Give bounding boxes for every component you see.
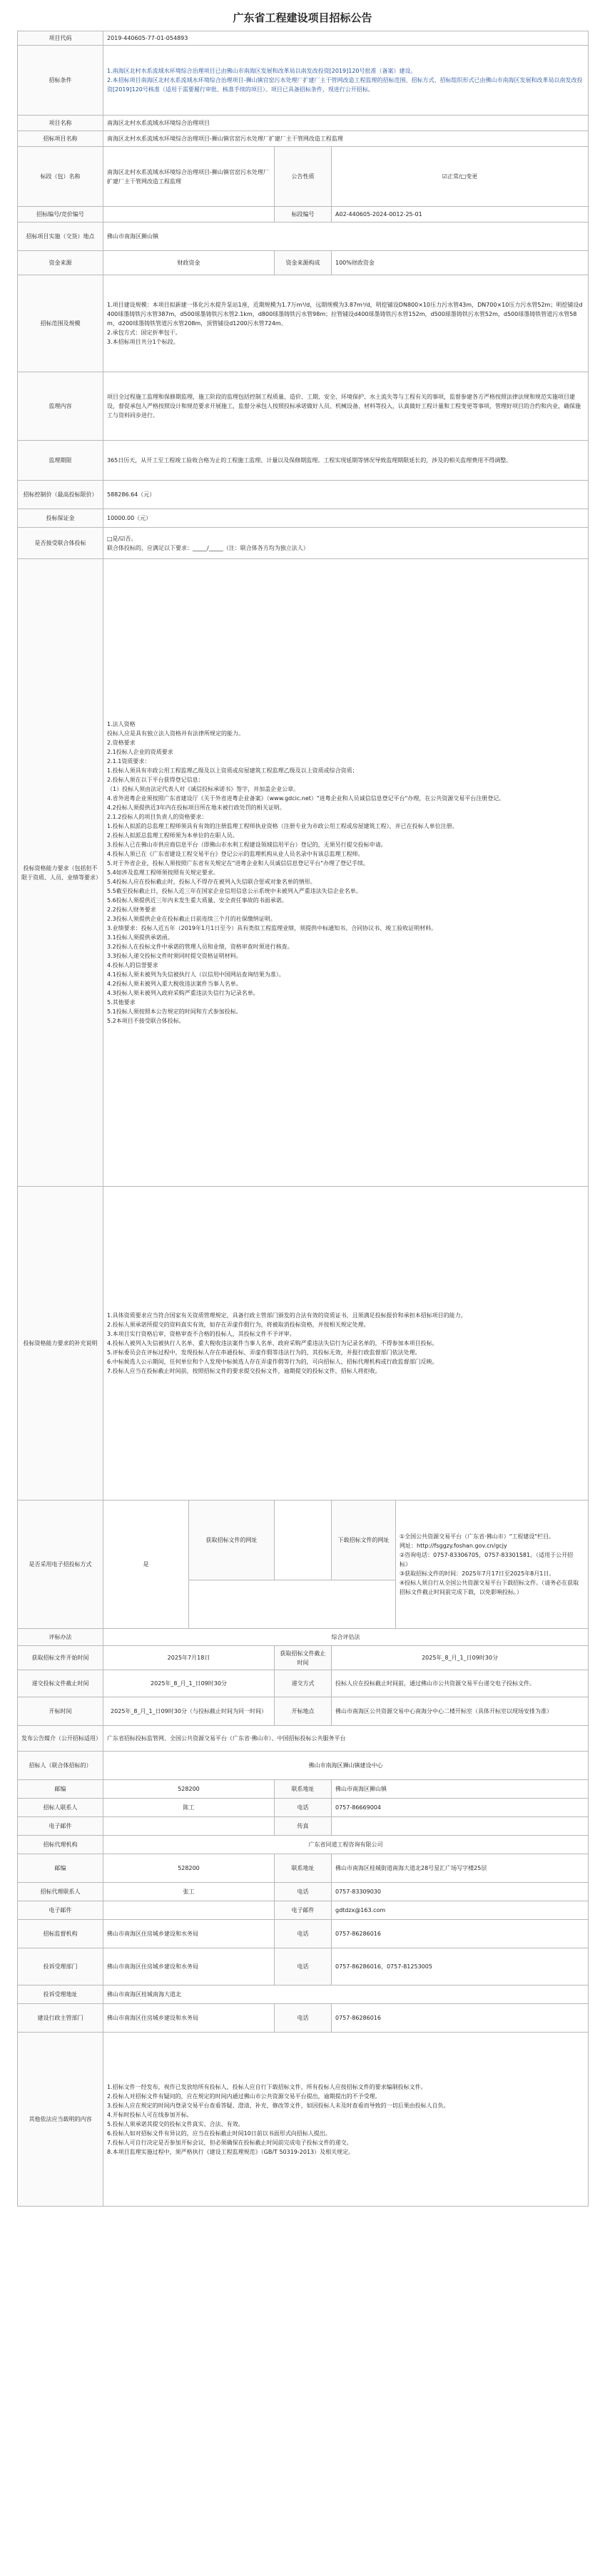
agent-address: 佛山市南海区桂城街道南海大道北28号星汇广场写字楼25层 xyxy=(332,1854,589,1883)
fax-label: 传真 xyxy=(275,1817,332,1836)
qual-label: 投标资格能力要求（包括但不限于资质、人员、业绩等要求） xyxy=(18,559,103,1187)
table-row xyxy=(18,1985,589,2004)
table-row xyxy=(18,2004,589,2033)
table-row xyxy=(18,1752,589,1780)
contact: 陈工 xyxy=(103,1799,275,1817)
tender-name: 南海区北村水系流域水环境综合治理项目-狮山镇官窑污水处理厂扩建厂主干管网改造工程监理 xyxy=(103,131,589,147)
table-row xyxy=(18,251,589,275)
table-row xyxy=(18,116,589,131)
table-row xyxy=(18,1187,589,1501)
law-phone-label: 电话 xyxy=(275,2004,332,2033)
postcode: 528200 xyxy=(103,1780,275,1799)
consortium-label: 是否接受联合体投标 xyxy=(18,528,103,559)
bid-place-label: 递交方式 xyxy=(275,1670,332,1697)
tender-no xyxy=(103,207,275,223)
content-label: 监理内容 xyxy=(18,372,103,441)
project-code: 2019-440605-77-01-054893 xyxy=(103,31,589,46)
agent-postcode: 528200 xyxy=(103,1854,275,1883)
table-row xyxy=(18,559,589,1187)
download[interactable]: ①全国公共资源交易平台（广东省·佛山市）"工程建设"栏目。 网址：http://fsggzy.foshan.gov.cn/gcjy ②咨询电话：0757-83306705，0757-83301581。（适用于公开招标） ③获取招标文件的时间：2025年7月17日至2025年8月1日。 ④投标人须自行从全国公共资源交易平台下载招标文件。（请务必在获取招标文件截止时间前完成下载，以免影响投标。） xyxy=(396,1501,589,1629)
open-time-label: 开标时间 xyxy=(18,1697,103,1726)
ebid-spacer xyxy=(189,1580,396,1629)
open-time: 2025年_8_月_1_日09时30分（与投标截止时间为同一时间） xyxy=(103,1697,275,1726)
doc-get-label: 获取招标文件的网址 xyxy=(189,1501,275,1580)
agent-label: 招标代理机构 xyxy=(18,1836,103,1854)
table-row xyxy=(18,275,589,372)
funding-ratio-label: 资金来源构成 xyxy=(275,251,332,275)
open-place: 佛山市南海区公共资源交易中心南海分中心二楼开标室（具体开标室以现场安排为准） xyxy=(332,1697,589,1726)
content: 项目全过程施工监理和保修期监理，施工阶段的监理包括控制工程质量、造价、工期、安全、环境保护、水土流失等与工程有关的事项，监督参建各方严格按照法律法规和规范实施项目建设，督促承包人严格按照设计和规范要求开展施工，监督分承包人按照投标承诺做好人员、机械设备、材料等投入，认真做好工程计量和工程变更等事项，管理好项目的合约和内业，确保施工与资料同步进行。 xyxy=(103,372,589,441)
supervise-phone-label: 电话 xyxy=(275,1920,332,1948)
complaint-addr-label: 投诉受理地址 xyxy=(18,1985,103,2004)
location-label: 招标项目实施（交货）地点 xyxy=(18,223,103,251)
table-row xyxy=(18,1920,589,1948)
bid-bond: 10000.00（元） xyxy=(103,509,589,528)
notes: 1.招标文件一经发布，视作已发放给所有投标人，投标人应自行下载招标文件，所有投标人应按招标文件的要求编制投标文件。 2.投标人对招标文件有疑问的，应在规定的时间内通过佛山市公共资源交易平台提出，逾期提出的不予受理。 3.投标人应在规定的时间内登录交易平台查看答疑、澄清、补充、修改等文件，如因投标人未及时查看而导致的一切后果由投标人自负。 4.开标时投标人可在线参加开标。 5.投标人须承诺其提交的投标文件真实、合法、有效。 6.投标人如对招标文件有异议的，应当在投标截止时间10日前以书面形式向招标人提出。 7.投标人可自行决定是否参加开标会议，但必须确保在投标截止时间前完成电子投标文件的递交。 8.本项目监理实施过程中，须严格执行《建设工程监理规范》（GB/T 50319-2013）及相关规定。 xyxy=(103,2033,589,2207)
table-row xyxy=(18,131,589,147)
period: 365日历天，从开工至工程竣工验收合格为止的工程施工监理、计量以及保修期监理。工程实现延期等情况导致监理期限延长的，涉及的相关监理费用不得调整。 xyxy=(103,441,589,481)
supervise-phone: 0757-86286016 xyxy=(332,1920,589,1948)
notice-nature: ☑正常/□变更 xyxy=(332,147,589,207)
doc-start-label: 获取招标文件开始时间 xyxy=(18,1646,103,1670)
table-row xyxy=(18,1780,589,1799)
law-label: 建设行政主管部门 xyxy=(18,2004,103,2033)
table-row xyxy=(18,2033,589,2207)
other-label: 投标资格能力要求的补充说明 xyxy=(18,1187,103,1501)
address: 佛山市南海区狮山镇 xyxy=(332,1780,589,1799)
tenderee: 佛山市南海区狮山镇建设中心 xyxy=(103,1752,589,1780)
agent-phone-label: 电话 xyxy=(275,1883,332,1901)
complaint: 佛山市南海区住房城乡建设和水务局 xyxy=(103,1948,275,1985)
doc-start: 2025年7月18日 xyxy=(103,1646,275,1670)
consortium: □是/☑否。 联合体投标的，应满足以下要求：_____/_____（注：联合体各方均为独立法人） xyxy=(103,528,589,559)
notice-table xyxy=(17,31,589,2207)
max-price-label: 招标控制价（最高投标限价） xyxy=(18,481,103,509)
notes-label: 其他依法应当载明的内容 xyxy=(18,2033,103,2207)
eval: 综合评估法 xyxy=(103,1629,589,1646)
location: 佛山市南海区狮山镇 xyxy=(103,223,589,251)
download-label: 下载招标文件的网址 xyxy=(332,1501,396,1580)
funding: 财政资金 xyxy=(103,251,275,275)
project-name: 南海区北村水系流域水环境综合治理项目 xyxy=(103,116,589,131)
table-row xyxy=(18,223,589,251)
table-row xyxy=(18,1646,589,1670)
agent-email-empty xyxy=(103,1901,275,1920)
page-title: 广东省工程建设项目招标公告 xyxy=(233,11,372,24)
table-row xyxy=(18,1817,589,1836)
table-row xyxy=(18,1799,589,1817)
section-no-label: 标段编号 xyxy=(275,207,332,223)
doc-end: 2025年_8_月_1_日09时30分 xyxy=(332,1646,589,1670)
phone-label: 电话 xyxy=(275,1799,332,1817)
postcode-label: 邮编 xyxy=(18,1780,103,1799)
table-row xyxy=(18,1629,589,1646)
project-name-label: 项目名称 xyxy=(18,116,103,131)
doc-end-label: 获取招标文件截止时间 xyxy=(275,1646,332,1670)
email xyxy=(103,1817,275,1836)
project-code-label: 项目代码 xyxy=(18,31,103,46)
notice-nature-label: 公告性质 xyxy=(275,147,332,207)
table-row xyxy=(18,441,589,481)
period-label: 监理期限 xyxy=(18,441,103,481)
scope: 1.项目建设规模：本项目拟新建一体化污水提升泵站1座，近期规模为1.7万m³/d，远期规模为3.87m³/d，明挖铺设DN800×10压力污水管43m，DN700×10压力污水管52m；明挖铺设d400球墨铸铁污水管387m，d500球墨铸铁污水管2.1km，d800球墨铸铁污水管98m；拉管铺设d400球墨铸铁污水管152m，d500球墨铸铁污水管52m，d500球墨铸铁管道污水管58m，d200球墨铸铁管道污水管208m，顶管铺设d1200污水管724m。 2.承包方式：固定折率包干。 3.本招标项目共分1个标段。 xyxy=(103,275,589,372)
table-row xyxy=(18,31,589,46)
tender-no-label: 招标编号/竞价编号 xyxy=(18,207,103,223)
supervise-label: 招标监督机构 xyxy=(18,1920,103,1948)
complaint-label: 投诉受理部门 xyxy=(18,1948,103,1985)
bid-place: 投标人应在投标截止时间前，通过佛山市公共资源交易平台递交电子投标文件。 xyxy=(332,1670,589,1697)
ebid: 是 xyxy=(103,1501,189,1629)
eval-label: 评标办法 xyxy=(18,1629,103,1646)
other: 1.具体资质要求应当符合国家有关资质管理规定，具备行政主管部门颁发的合法有效的资质证书，且须满足投标报价和承担本招标项目的能力。 2.投标人须承诺所提交的资料真实有效，如存在弄虚作假行为，将被取消投标资格，并按相关规定处理。 3.本项目实行资格后审，资格审查不合格的投标人，其投标文件不予评审。 4.投标人被列入失信被执行人名单、重大税收违法案件当事人名单、政府采购严重违法失信行为记录名单的，不得参加本项目投标。 5.评标委员会在评标过程中，发现投标人存在串通投标、弄虚作假等违法行为的，其投标无效，并报行政监督部门依法处理。 6.中标候选人公示期间，任何单位和个人发现中标候选人存在弄虚作假等行为的，可向招标人、招标代理机构或行政监督部门反映。 7.投标人应当在投标截止时间前，按照招标文件的要求提交投标文件，逾期提交的投标文件，招标人将拒收。 xyxy=(103,1187,589,1501)
phone: 0757-86669004 xyxy=(332,1799,589,1817)
complaint-phone: 0757-86286016，0757-81253005 xyxy=(332,1948,589,1985)
qual: 1.法人资格 投标人应是具有独立法人资格并有法律所规定的能力。 2.资格要求 2.1投标人企业的资质要求 2.1.1资质要求： 1.投标人须具有市政公用工程监理乙级及以上资质或房屋建筑工程监理乙级及以上资质或综合资质； 2.投标人须在以下平台获得登记信息： （1）投标人须由法定代表人对《诚信投标承诺书》签字，并加盖企业公章。 4.省外进粤企业须按照广东省建设厅《关于外省进粤企业备案》（www.gdcic.net）"进粤企业和人员诚信信息登记平台"办理，在公共资源交易平台注册登记。 4.2投标人须提供近3年内在投标项目所在地未被行政处罚的相关证明。 2.1.2投标人的项目负责人的资格要求： 1.投标人拟派的总监理工程师须具有有效的注册监理工程师执业资格（注册专业为市政公用工程或房屋建筑工程），并已在投标人单位注册。 2.投标人拟派总监理工程师须为本单位的在职人员。 3.投标人已在佛山市供应商信息平台（即佛山市水利工程建设领域信用平台）登记的，无须另行提交投标申请。 4.投标人须已在《广东省建设工程交易平台》登记公示的监理机构从业人员名录中有该总监理工程师。 5.对于外省企业，投标人须按照广东省有关规定在"进粤企业和人员诚信信息登记平台"办理了登记手续。 5.4如涉及监理工程师须按照有关规定要求。 5.4投标人应在投标截止时，投标人不得存在被列入失信联合惩戒对象名单的情形。 5.5截至投标截止日，投标人近三年在国家企业信用信息公示系统中未被列入严重违法失信企业名单。 5.6投标人须提供近三年内未发生重大质量、安全责任事故的书面承诺。 2.2投标人财务要求 2.3投标人须提供企业在投标截止日前连续三个月的社保缴纳证明。 3.业绩要求：投标人近五年（2019年1月1日至今）具有类似工程监理业绩，须提供中标通知书、合同协议书、竣工验收证明材料。 3.1投标人须提供承诺函。 3.2投标人在投标文件中承诺的管理人员和业绩，资格审查时须进行核查。 3.3投标人递交投标文件时须同时提交资格证明材料。 4.投标人的信誉要求 4.1投标人须未被列为失信被执行人（以信用中国网站查询结果为准）。 4.2投标人须未被列入重大税收违法案件当事人名单。 4.3投标人须未被列入政府采购严重违法失信行为记录名单。 5.其他要求 5.1投标人须按照本公告规定的时间和方式参加投标。 5.2本项目不接受联合体投标。 xyxy=(103,559,589,1187)
contact-label: 招标人联系人 xyxy=(18,1799,103,1817)
law-phone: 0757-86286016 xyxy=(332,2004,589,2033)
scope-label: 招标范围及规模 xyxy=(18,275,103,372)
address-label: 联系地址 xyxy=(275,1780,332,1799)
table-row xyxy=(18,1501,589,1580)
doc-get[interactable] xyxy=(275,1501,332,1580)
agent-email-label-2: 电子邮件 xyxy=(275,1901,332,1920)
table-row xyxy=(18,147,589,207)
funding-ratio: 100%财政资金 xyxy=(332,251,589,275)
email-label: 电子邮件 xyxy=(18,1817,103,1836)
table-row xyxy=(18,1948,589,1985)
law: 佛山市南海区住房城乡建设和水务局 xyxy=(103,2004,275,2033)
funding-label: 资金来源 xyxy=(18,251,103,275)
complaint-phone-label: 电话 xyxy=(275,1948,332,1985)
table-row xyxy=(18,46,589,116)
section-name-label: 标段（包）名称 xyxy=(18,147,103,207)
publish-label: 发布公告媒介（公开招标适用） xyxy=(18,1726,103,1752)
supervise: 佛山市南海区住房城乡建设和水务局 xyxy=(103,1920,275,1948)
bid-deadline: 2025年_8_月_1_日09时30分 xyxy=(103,1670,275,1697)
table-row xyxy=(18,481,589,509)
agent-email-label: 电子邮件 xyxy=(18,1901,103,1920)
agent: 广东省同道工程咨询有限公司 xyxy=(103,1836,589,1854)
tender-name-label: 招标项目名称 xyxy=(18,131,103,147)
max-price: 588286.64（元） xyxy=(103,481,589,509)
table-row xyxy=(18,1836,589,1854)
bid-deadline-label: 递交投标文件截止时间 xyxy=(18,1670,103,1697)
open-place-label: 开标地点 xyxy=(275,1697,332,1726)
section-name: 南海区北村水系流域水环境综合治理项目-狮山镇官窑污水处理厂扩建厂主干管网改造工程监理 xyxy=(103,147,275,207)
table-row xyxy=(18,528,589,559)
publish: 广东省招标投标监管网、全国公共资源交易平台（广东省·佛山市）、中国招标投标公共服务平台 xyxy=(103,1726,589,1752)
table-row xyxy=(18,1883,589,1901)
conditions-label: 招标条件 xyxy=(18,46,103,116)
ebid-label: 是否采用电子招投标方式 xyxy=(18,1501,103,1629)
table-row xyxy=(18,1901,589,1920)
section-no: A02-440605-2024-0012-25-01 xyxy=(332,207,589,223)
conditions: 1.南海区北村水系流域水环境综合治理项目已由佛山市南海区发展和改革局以南发改投资[2019]120号批准（备案）建设。 2.本招标项目南海区北村水系流域水环境综合治理项目-狮山镇官窑污水处理厂扩建厂主干管网改造工程监理的招标范围、招标方式、招标组织形式已由佛山市南海区发展和改革局以南发改投资[2019]120号核准（适用于需要履行审批、核准手续的项目）。项目已具备招标条件，现进行公开招标。 xyxy=(103,46,589,116)
table-row xyxy=(18,1854,589,1883)
fax xyxy=(332,1817,589,1836)
table-row xyxy=(18,1670,589,1697)
agent-phone: 0757-83309030 xyxy=(332,1883,589,1901)
agent-contact-label: 招标代理联系人 xyxy=(18,1883,103,1901)
complaint-addr: 佛山市南海区桂城南海大道北 xyxy=(103,1985,589,2004)
agent-postcode-label: 邮编 xyxy=(18,1854,103,1883)
table-row xyxy=(18,207,589,223)
agent-email: gdtdzx@163.com xyxy=(332,1901,589,1920)
table-row xyxy=(18,1726,589,1752)
table-row xyxy=(18,372,589,441)
bid-bond-label: 投标保证金 xyxy=(18,509,103,528)
agent-address-label: 联系地址 xyxy=(275,1854,332,1883)
table-row xyxy=(18,509,589,528)
tenderee-label: 招标人（联合体招标的） xyxy=(18,1752,103,1780)
table-row xyxy=(18,1697,589,1726)
agent-contact: 张工 xyxy=(103,1883,275,1901)
